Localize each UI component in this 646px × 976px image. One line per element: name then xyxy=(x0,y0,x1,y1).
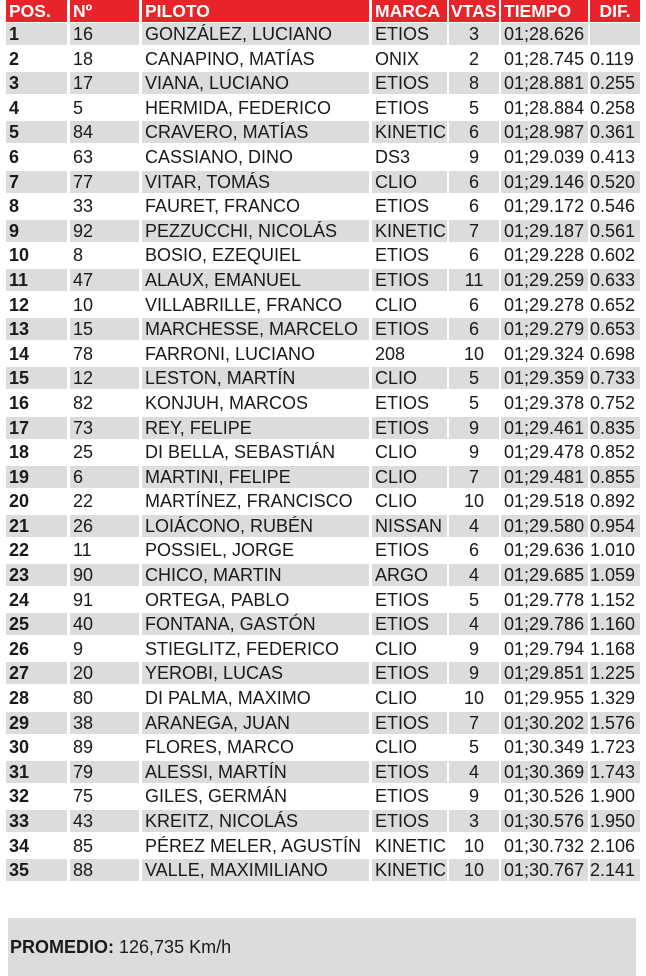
cell-marca: CLIO xyxy=(375,491,418,512)
average-speed-label: PROMEDIO: xyxy=(10,937,115,957)
cell-tiempo: 01;29.359 xyxy=(501,367,588,389)
table-body xyxy=(0,22,646,883)
table-row xyxy=(0,760,646,785)
cell-vtas: 4 xyxy=(449,613,499,635)
cell-marca: ETIOS xyxy=(372,269,447,291)
cell-dif: 1.329 xyxy=(590,688,636,709)
cell-num: 22 xyxy=(73,491,94,512)
cell-vtas: 10 xyxy=(463,343,485,364)
cell-vtas: 4 xyxy=(449,515,499,537)
cell-pos: 35 xyxy=(6,859,67,881)
cell-dif: 0.119 xyxy=(590,48,634,69)
cell-num: 47 xyxy=(70,269,139,291)
cell-piloto: POSSIEL, JORGE xyxy=(145,540,295,561)
cell-dif: 1.225 xyxy=(590,662,640,684)
cell-piloto: KONJUH, MARCOS xyxy=(145,392,309,413)
cell-num: 20 xyxy=(70,662,139,684)
header-pos: POS. xyxy=(6,0,67,22)
cell-tiempo: 01;29.278 xyxy=(504,294,585,315)
cell-piloto: REY, FELIPE xyxy=(142,417,369,439)
table-row xyxy=(0,858,646,883)
cell-pos: 13 xyxy=(6,318,67,340)
cell-piloto: FLORES, MARCO xyxy=(145,737,295,758)
cell-vtas: 6 xyxy=(468,245,479,266)
table-row xyxy=(0,711,646,736)
cell-marca: 208 xyxy=(375,343,406,364)
header-vtas: VTAS xyxy=(449,0,499,22)
table-row xyxy=(0,440,646,465)
cell-piloto: HERMIDA, FEDERICO xyxy=(145,97,332,118)
cell-num: 80 xyxy=(73,688,94,709)
cell-vtas: 9 xyxy=(468,442,479,463)
cell-piloto: PEZZUCCHI, NICOLÁS xyxy=(142,220,369,242)
cell-num: 89 xyxy=(73,737,94,758)
cell-dif: 0.602 xyxy=(590,245,636,266)
cell-tiempo: 01;30.732 xyxy=(504,835,585,856)
cell-dif: 0.733 xyxy=(590,367,640,389)
cell-marca: CLIO xyxy=(375,688,418,709)
cell-piloto: FAURET, FRANCO xyxy=(145,196,301,217)
cell-piloto: BOSIO, EZEQUIEL xyxy=(145,245,302,266)
cell-dif xyxy=(590,23,640,45)
cell-marca: KINETIC xyxy=(372,121,447,143)
cell-tiempo: 01;29.794 xyxy=(504,638,585,659)
cell-tiempo: 01;29.478 xyxy=(504,442,585,463)
cell-pos: 2 xyxy=(9,48,20,69)
cell-pos: 21 xyxy=(6,515,67,537)
cell-dif: 0.954 xyxy=(590,515,640,537)
cell-dif: 0.255 xyxy=(590,72,640,94)
cell-tiempo: 01;29.279 xyxy=(501,318,588,340)
cell-num: 5 xyxy=(73,97,84,118)
table-row xyxy=(0,145,646,170)
cell-tiempo: 01;29.146 xyxy=(501,171,588,193)
table-row xyxy=(0,71,646,96)
cell-dif: 0.561 xyxy=(590,220,640,242)
cell-pos: 32 xyxy=(9,786,30,807)
cell-pos: 4 xyxy=(9,97,20,118)
cell-num: 40 xyxy=(70,613,139,635)
cell-pos: 23 xyxy=(6,564,67,586)
cell-pos: 24 xyxy=(9,589,30,610)
cell-marca: ETIOS xyxy=(375,245,430,266)
cell-marca: ETIOS xyxy=(372,23,447,45)
cell-dif: 1.160 xyxy=(590,613,640,635)
cell-dif: 0.520 xyxy=(590,171,640,193)
cell-vtas: 6 xyxy=(449,318,499,340)
cell-num: 10 xyxy=(73,294,94,315)
cell-piloto: DI BELLA, SEBASTIÁN xyxy=(145,442,336,463)
cell-dif: 0.752 xyxy=(590,392,636,413)
cell-tiempo: 01;30.369 xyxy=(501,761,588,783)
cell-dif: 1.010 xyxy=(590,540,636,561)
cell-dif: 0.413 xyxy=(590,146,636,167)
cell-vtas: 6 xyxy=(468,196,479,217)
cell-tiempo: 01;28.626 xyxy=(501,23,588,45)
cell-piloto: MARTINI, FELIPE xyxy=(142,466,369,488)
cell-piloto: CASSIANO, DINO xyxy=(145,146,294,167)
cell-piloto: PÉREZ MELER, AGUSTÍN xyxy=(145,835,362,856)
cell-pos: 22 xyxy=(9,540,30,561)
cell-pos: 8 xyxy=(9,196,20,217)
cell-vtas: 9 xyxy=(449,662,499,684)
cell-vtas: 3 xyxy=(449,810,499,832)
table-row xyxy=(0,489,646,514)
cell-vtas: 8 xyxy=(449,72,499,94)
cell-tiempo: 01;29.685 xyxy=(501,564,588,586)
cell-marca: ETIOS xyxy=(372,810,447,832)
cell-piloto: GONZÁLEZ, LUCIANO xyxy=(142,23,369,45)
cell-vtas: 4 xyxy=(449,761,499,783)
cell-num: 16 xyxy=(70,23,139,45)
cell-piloto: ALESSI, MARTÍN xyxy=(142,761,369,783)
table-row xyxy=(0,465,646,490)
cell-dif: 2.106 xyxy=(590,835,636,856)
cell-piloto: MARCHESSE, MARCELO xyxy=(142,318,369,340)
cell-tiempo: 01;29.481 xyxy=(501,466,588,488)
header-num: Nº xyxy=(70,0,139,22)
cell-tiempo: 01;28.884 xyxy=(504,97,585,118)
cell-num: 75 xyxy=(73,786,94,807)
table-row xyxy=(0,342,646,367)
cell-vtas: 10 xyxy=(449,859,499,881)
cell-piloto: DI PALMA, MAXIMO xyxy=(145,688,311,709)
cell-pos: 3 xyxy=(6,72,67,94)
cell-marca: CLIO xyxy=(375,737,418,758)
cell-dif: 0.361 xyxy=(590,121,640,143)
cell-pos: 17 xyxy=(6,417,67,439)
cell-piloto: ALAUX, EMANUEL xyxy=(142,269,369,291)
cell-vtas: 7 xyxy=(449,712,499,734)
cell-piloto: LOIÁCONO, RUBÉN xyxy=(142,515,369,537)
cell-tiempo: 01;28.745 xyxy=(504,48,585,69)
table-row xyxy=(0,194,646,219)
cell-vtas: 5 xyxy=(468,392,479,413)
cell-tiempo: 01;29.172 xyxy=(504,196,585,217)
cell-dif: 1.900 xyxy=(590,786,636,807)
table-row xyxy=(0,391,646,416)
table-row xyxy=(0,735,646,760)
cell-dif: 1.950 xyxy=(590,810,640,832)
cell-tiempo: 01;29.636 xyxy=(504,540,585,561)
cell-dif: 1.743 xyxy=(590,761,640,783)
cell-pos: 15 xyxy=(6,367,67,389)
table-row xyxy=(0,120,646,145)
cell-dif: 0.892 xyxy=(590,491,636,512)
cell-tiempo: 01;30.526 xyxy=(504,786,585,807)
cell-vtas: 7 xyxy=(449,220,499,242)
cell-vtas: 10 xyxy=(463,835,485,856)
cell-pos: 14 xyxy=(9,343,30,364)
cell-vtas: 5 xyxy=(449,367,499,389)
cell-num: 12 xyxy=(70,367,139,389)
cell-num: 63 xyxy=(73,146,94,167)
cell-num: 85 xyxy=(73,835,94,856)
table-row xyxy=(0,243,646,268)
cell-tiempo: 01;28.987 xyxy=(501,121,588,143)
cell-marca: DS3 xyxy=(375,146,411,167)
cell-vtas: 9 xyxy=(468,638,479,659)
cell-piloto: MARTÍNEZ, FRANCISCO xyxy=(145,491,353,512)
cell-num: 77 xyxy=(70,171,139,193)
cell-piloto: VALLE, MAXIMILIANO xyxy=(142,859,369,881)
cell-piloto: FARRONI, LUCIANO xyxy=(145,343,316,364)
cell-tiempo: 01;29.324 xyxy=(504,343,585,364)
cell-num: 90 xyxy=(70,564,139,586)
table-row xyxy=(0,588,646,613)
cell-pos: 18 xyxy=(9,442,30,463)
cell-num: 6 xyxy=(70,466,139,488)
cell-pos: 12 xyxy=(9,294,30,315)
cell-piloto: CHICO, MARTIN xyxy=(142,564,369,586)
cell-marca: ETIOS xyxy=(372,417,447,439)
cell-pos: 27 xyxy=(6,662,67,684)
table-row xyxy=(0,96,646,121)
cell-dif: 0.546 xyxy=(590,196,636,217)
cell-piloto: VILLABRILLE, FRANCO xyxy=(145,294,343,315)
cell-tiempo: 01;29.786 xyxy=(501,613,588,635)
cell-tiempo: 01;28.881 xyxy=(501,72,588,94)
cell-tiempo: 01;29.580 xyxy=(501,515,588,537)
cell-pos: 19 xyxy=(6,466,67,488)
cell-tiempo: 01;29.955 xyxy=(504,688,585,709)
header-piloto: PILOTO xyxy=(142,0,369,22)
table-row xyxy=(0,47,646,72)
table-row xyxy=(0,686,646,711)
cell-tiempo: 01;30.767 xyxy=(501,859,588,881)
table-row xyxy=(0,170,646,195)
cell-pos: 1 xyxy=(6,23,67,45)
cell-marca: ARGO xyxy=(372,564,447,586)
cell-dif: 1.152 xyxy=(590,589,636,610)
cell-num: 25 xyxy=(73,442,94,463)
cell-marca: KINETIC xyxy=(375,835,447,856)
cell-tiempo: 01;29.378 xyxy=(504,392,585,413)
cell-num: 38 xyxy=(70,712,139,734)
cell-vtas: 9 xyxy=(449,417,499,439)
cell-pos: 26 xyxy=(9,638,30,659)
table-row xyxy=(0,784,646,809)
table-header xyxy=(0,0,646,22)
cell-vtas: 4 xyxy=(449,564,499,586)
cell-num: 15 xyxy=(70,318,139,340)
cell-tiempo: 01;30.576 xyxy=(501,810,588,832)
cell-pos: 10 xyxy=(9,245,30,266)
cell-dif: 0.835 xyxy=(590,417,640,439)
cell-dif: 0.633 xyxy=(590,269,640,291)
table-row xyxy=(0,514,646,539)
cell-dif: 1.168 xyxy=(590,638,636,659)
cell-vtas: 6 xyxy=(468,540,479,561)
cell-vtas: 6 xyxy=(449,121,499,143)
cell-tiempo: 01;29.187 xyxy=(501,220,588,242)
header-dif: DIF. xyxy=(590,0,640,22)
cell-dif: 0.652 xyxy=(590,294,636,315)
cell-vtas: 10 xyxy=(463,491,485,512)
cell-marca: ETIOS xyxy=(375,589,430,610)
cell-vtas: 6 xyxy=(449,171,499,193)
cell-marca: ETIOS xyxy=(372,318,447,340)
cell-dif: 2.141 xyxy=(590,859,640,881)
cell-tiempo: 01;29.461 xyxy=(501,417,588,439)
cell-piloto: ARANEGA, JUAN xyxy=(142,712,369,734)
cell-dif: 0.653 xyxy=(590,318,640,340)
cell-vtas: 5 xyxy=(468,589,479,610)
cell-pos: 25 xyxy=(6,613,67,635)
cell-marca: CLIO xyxy=(375,294,418,315)
cell-pos: 31 xyxy=(6,761,67,783)
cell-vtas: 5 xyxy=(468,737,479,758)
cell-vtas: 9 xyxy=(468,786,479,807)
cell-marca: ETIOS xyxy=(372,761,447,783)
cell-tiempo: 01;29.259 xyxy=(501,269,588,291)
cell-num: 18 xyxy=(73,48,94,69)
cell-marca: CLIO xyxy=(375,638,418,659)
cell-pos: 11 xyxy=(6,269,67,291)
cell-pos: 28 xyxy=(9,688,30,709)
table-row xyxy=(0,293,646,318)
cell-num: 43 xyxy=(70,810,139,832)
cell-marca: CLIO xyxy=(372,171,447,193)
cell-tiempo: 01;29.039 xyxy=(504,146,585,167)
cell-tiempo: 01;29.851 xyxy=(501,662,588,684)
table-row xyxy=(0,834,646,859)
cell-vtas: 9 xyxy=(468,146,479,167)
table-row xyxy=(0,538,646,563)
cell-vtas: 5 xyxy=(468,97,479,118)
cell-marca: KINETIC xyxy=(372,220,447,242)
cell-num: 73 xyxy=(70,417,139,439)
cell-marca: ETIOS xyxy=(372,72,447,94)
table-row xyxy=(0,317,646,342)
cell-vtas: 3 xyxy=(449,23,499,45)
cell-vtas: 11 xyxy=(449,269,499,291)
table-row xyxy=(0,661,646,686)
cell-num: 11 xyxy=(73,540,92,561)
cell-dif: 0.855 xyxy=(590,466,640,488)
cell-tiempo: 01;29.518 xyxy=(504,491,585,512)
cell-vtas: 10 xyxy=(463,688,485,709)
table-row xyxy=(0,219,646,244)
cell-tiempo: 01;30.202 xyxy=(501,712,588,734)
cell-piloto: CANAPINO, MATÍAS xyxy=(145,48,315,69)
average-speed-value: 126,735 Km/h xyxy=(114,937,232,957)
cell-pos: 16 xyxy=(9,392,30,413)
cell-marca: ETIOS xyxy=(375,97,430,118)
cell-marca: NISSAN xyxy=(372,515,447,537)
cell-num: 79 xyxy=(70,761,139,783)
cell-dif: 1.723 xyxy=(590,737,636,758)
cell-marca: ETIOS xyxy=(372,712,447,734)
cell-tiempo: 01;30.349 xyxy=(504,737,585,758)
cell-dif: 0.258 xyxy=(590,97,636,118)
table-row xyxy=(0,563,646,588)
cell-num: 84 xyxy=(70,121,139,143)
cell-num: 17 xyxy=(70,72,139,94)
cell-dif: 0.698 xyxy=(590,343,636,364)
cell-pos: 20 xyxy=(9,491,30,512)
header-tiempo: TIEMPO xyxy=(501,0,588,22)
cell-pos: 34 xyxy=(9,835,30,856)
cell-marca: ETIOS xyxy=(375,392,430,413)
cell-tiempo: 01;29.228 xyxy=(504,245,585,266)
cell-marca: KINETIC xyxy=(372,859,447,881)
table-row xyxy=(0,366,646,391)
cell-num: 33 xyxy=(73,196,94,217)
cell-piloto: LESTON, MARTÍN xyxy=(142,367,369,389)
cell-pos: 9 xyxy=(6,220,67,242)
average-speed xyxy=(8,918,636,976)
cell-num: 82 xyxy=(73,392,94,413)
cell-marca: ETIOS xyxy=(375,196,430,217)
cell-vtas: 7 xyxy=(449,466,499,488)
cell-pos: 33 xyxy=(6,810,67,832)
table-row xyxy=(0,22,646,47)
header-marca: MARCA xyxy=(372,0,447,22)
table-row xyxy=(0,612,646,637)
cell-pos: 6 xyxy=(9,146,20,167)
cell-marca: ETIOS xyxy=(372,662,447,684)
cell-dif: 1.059 xyxy=(590,564,640,586)
cell-piloto: STIEGLITZ, FEDERICO xyxy=(145,638,340,659)
cell-marca: ETIOS xyxy=(375,540,430,561)
cell-num: 8 xyxy=(73,245,84,266)
cell-marca: ONIX xyxy=(375,48,420,69)
cell-num: 88 xyxy=(70,859,139,881)
cell-num: 91 xyxy=(73,589,94,610)
cell-piloto: YEROBI, LUCAS xyxy=(142,662,369,684)
cell-piloto: CRAVERO, MATÍAS xyxy=(142,121,369,143)
cell-pos: 7 xyxy=(6,171,67,193)
cell-piloto: GILES, GERMÁN xyxy=(145,786,288,807)
cell-pos: 5 xyxy=(6,121,67,143)
cell-tiempo: 01;29.778 xyxy=(504,589,585,610)
cell-piloto: KREITZ, NICOLÁS xyxy=(142,810,369,832)
cell-dif: 1.576 xyxy=(590,712,640,734)
cell-num: 92 xyxy=(70,220,139,242)
cell-piloto: ORTEGA, PABLO xyxy=(145,589,290,610)
cell-num: 26 xyxy=(70,515,139,537)
table-row xyxy=(0,637,646,662)
cell-marca: CLIO xyxy=(372,466,447,488)
cell-num: 78 xyxy=(73,343,94,364)
cell-pos: 29 xyxy=(6,712,67,734)
table-row xyxy=(0,416,646,441)
cell-piloto: FONTANA, GASTÓN xyxy=(142,613,369,635)
table-row xyxy=(0,268,646,293)
cell-piloto: VITAR, TOMÁS xyxy=(142,171,369,193)
cell-marca: CLIO xyxy=(372,367,447,389)
cell-num: 9 xyxy=(73,638,84,659)
cell-dif: 0.852 xyxy=(590,442,636,463)
cell-vtas: 6 xyxy=(468,294,479,315)
cell-marca: ETIOS xyxy=(372,613,447,635)
cell-pos: 30 xyxy=(9,737,30,758)
cell-piloto: VIANA, LUCIANO xyxy=(142,72,369,94)
cell-marca: CLIO xyxy=(375,442,418,463)
cell-marca: ETIOS xyxy=(375,786,430,807)
cell-vtas: 2 xyxy=(468,48,479,69)
table-row xyxy=(0,809,646,834)
